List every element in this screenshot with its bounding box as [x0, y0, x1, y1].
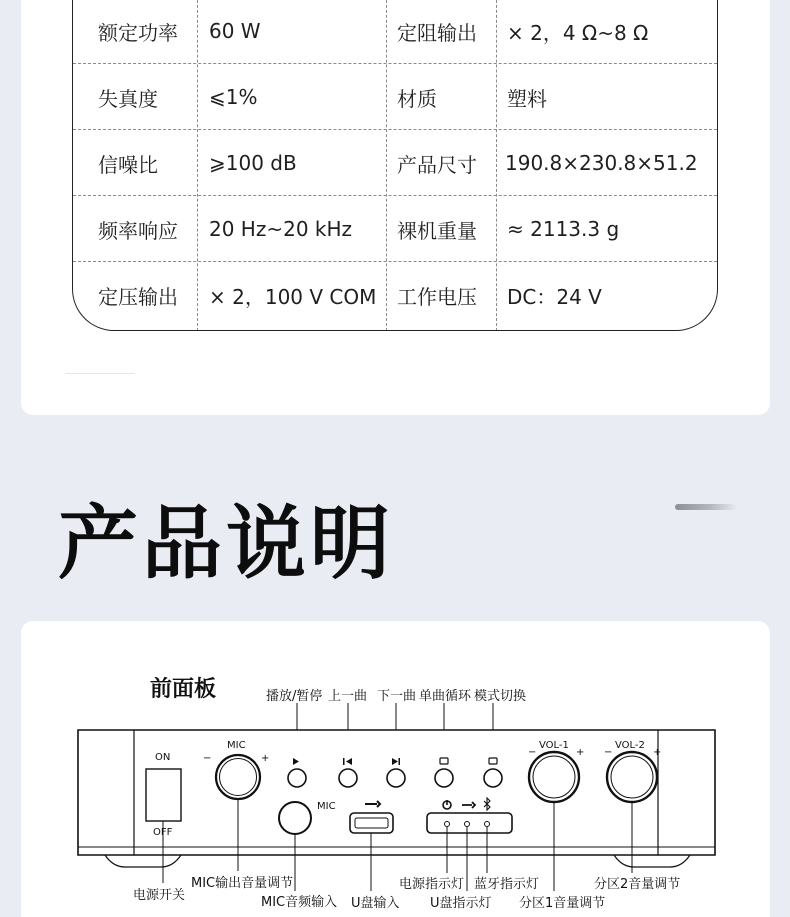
minus-sign: − — [203, 753, 212, 764]
mic-label: MIC — [227, 740, 246, 751]
spec-value: ⩾100 dB — [209, 151, 297, 175]
power-led-label: 电源指示灯 — [399, 877, 465, 892]
single-loop-label: 单曲循环 — [419, 689, 472, 704]
panel-title: 前面板 — [150, 677, 217, 702]
usb-input-label: U盘输入 — [351, 896, 400, 911]
spec-card — [21, 0, 770, 415]
spec-row — [73, 196, 717, 262]
spec-value: 20 Hz~20 kHz — [209, 217, 353, 241]
usb-led-label: U盘指示灯 — [430, 896, 492, 911]
play-pause-label: 播放/暂停 — [266, 689, 323, 704]
spec-label: 裸机重量 — [397, 218, 477, 243]
spec-value: × 2，4 Ω~8 Ω — [507, 20, 649, 45]
on-label: ON — [155, 752, 171, 763]
spec-label: 工作电压 — [397, 284, 477, 309]
accent-bar — [675, 504, 737, 510]
spec-value: 塑料 — [507, 86, 547, 111]
section-title: 产品说明 — [58, 497, 394, 590]
spec-label: 信噪比 — [98, 152, 158, 177]
zone1-volume-label: 分区1音量调节 — [519, 896, 606, 911]
vol2-label: VOL-2 — [615, 740, 645, 751]
spec-value: × 2，100 V COM — [209, 284, 377, 309]
divider — [65, 373, 135, 374]
spec-label: 材质 — [397, 86, 437, 111]
spec-row — [73, 64, 717, 130]
spec-label: 定阻输出 — [397, 20, 477, 45]
spec-value: ≈ 2113.3 g — [507, 217, 620, 241]
zone2-volume-label: 分区2音量调节 — [594, 877, 681, 892]
mic-input-caption: MIC音频输入 — [261, 895, 338, 910]
bluetooth-led-label: 蓝牙指示灯 — [474, 877, 540, 892]
vol1-label: VOL-1 — [539, 740, 569, 751]
spec-label: 失真度 — [98, 86, 158, 111]
plus-sign: + — [261, 753, 270, 764]
prev-track-label: 上一曲 — [328, 689, 368, 704]
mode-switch-label: 模式切换 — [474, 689, 527, 704]
minus-sign: − — [604, 747, 613, 758]
spec-row — [73, 262, 717, 328]
plus-sign: + — [576, 747, 585, 758]
spec-table — [72, 0, 718, 331]
spec-label: 定压输出 — [98, 284, 178, 309]
mic-input-label: MIC — [317, 801, 336, 812]
spec-row — [73, 130, 717, 196]
spec-value: 60 W — [209, 19, 261, 43]
front-panel-card — [21, 621, 770, 917]
spec-label: 额定功率 — [98, 20, 178, 45]
mic-volume-label: MIC输出音量调节 — [191, 876, 294, 891]
off-label: OFF — [153, 827, 173, 838]
minus-sign: − — [528, 747, 537, 758]
spec-value: DC：24 V — [507, 284, 602, 309]
plus-sign: + — [653, 747, 662, 758]
spec-label: 频率响应 — [98, 218, 178, 243]
spec-value: 190.8×230.8×51.2 — [505, 151, 698, 175]
next-track-label: 下一曲 — [377, 689, 417, 704]
spec-value: ⩽1% — [209, 85, 258, 109]
spec-label: 产品尺寸 — [397, 152, 477, 177]
spec-row — [73, 0, 717, 64]
power-switch-label: 电源开关 — [133, 888, 186, 903]
